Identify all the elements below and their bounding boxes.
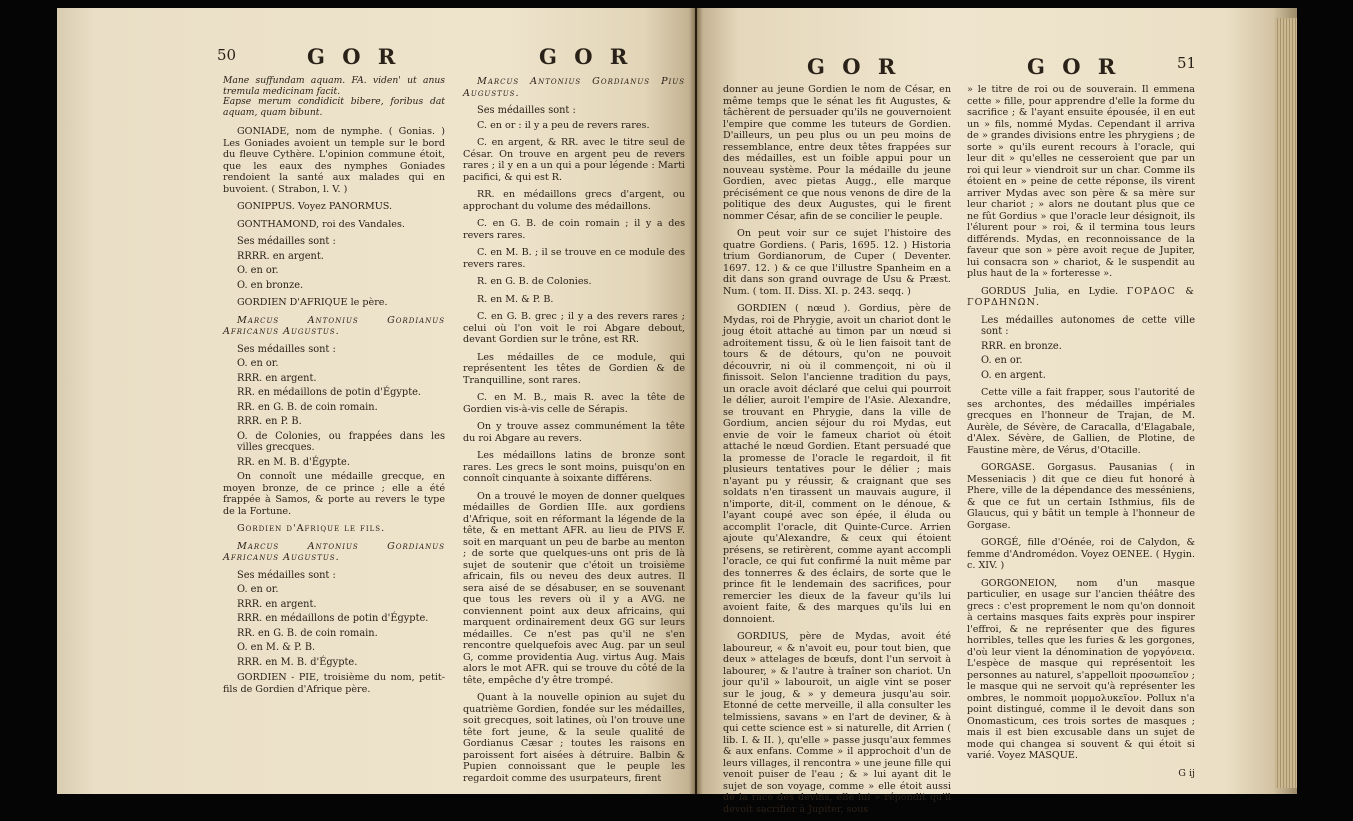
medals-intro: Ses médailles sont : xyxy=(237,236,336,247)
medal-paragraph: R. en M. & P. B. xyxy=(477,293,554,305)
medal-paragraph: C. en G. B. grec ; il y a des revers rares ; celui où l'on voit le roi Abgare debout, devant Gordien sur le trône, est RR. xyxy=(463,311,685,345)
open-book xyxy=(57,8,1297,815)
medal-paragraph: Les médaillons latins de bronze sont rares. Les grecs le sont moins, puisqu'on en connoît cinquante à soixante différens. xyxy=(463,450,685,484)
entry-gordien-afrique: GORDIEN D'AFRIQUE le père. xyxy=(237,297,388,308)
right-running-header-2: G O R xyxy=(1027,54,1121,79)
legend-marcus-africanus: Marcus Antonius Gordianus Africanus Augustus. xyxy=(223,314,445,337)
medal-line: O. en bronze. xyxy=(237,279,304,291)
paragraph: » le titre de roi ou de souverain. Il emmena cette » fille, pour apprendre d'elle la forme du sacrifice ; & l'ayant ensuite épousée, il en eut un » fils, nommé Mydas. Cependant il arriva de » grandes divisions entre les phrygiens ; de sorte » qu'ils eurent recours à l'oracle, qui leur dit » qu'elles ne cesseroient que par un roi qui leur » viendroit sur un char. Comme ils étoient en » peine de cette réponse, ils virent arriver Mydas avec son père & sa mère sur leur chariot ; » alors ne doutant plus que ce ne fût Gordius » que l'oracle leur désignoit, ils l'élurent pour » roi, & il termina tous leurs différends. Mydas, en reconnoissance de la faveur que son » père avoit reçue de Jupiter, lui consacra son » chariot, & le suspendit au plus haut de la » forteresse ». xyxy=(967,84,1195,279)
paragraph-samos: On connoît une médaille grecque, en moyen bronze, de ce prince ; elle a été frappée à Samos, & porte au revers le type de la Fortune. xyxy=(223,471,445,517)
medal-paragraph: R. en G. B. de Colonies. xyxy=(477,276,592,287)
medal-line: O. en or. xyxy=(237,265,279,276)
entry-gordien-fils: Gordien d'Afrique le fils. xyxy=(237,523,386,534)
entry-gorge: GORGÉ, fille d'Oénée, roi de Calydon, & femme d'Andromédon. Voyez OENEE. ( Hygin. c. XIV. ) xyxy=(967,537,1195,571)
left-page xyxy=(57,8,695,794)
right-page xyxy=(697,8,1297,815)
medal-line: RRR. en M. B. d'Égypte. xyxy=(237,656,358,668)
medal-line: O. en M. & P. B. xyxy=(237,642,316,653)
signature-mark: G ij xyxy=(1178,767,1195,779)
medal-line: RR. en médaillons de potin d'Égypte. xyxy=(237,387,422,398)
paragraph-references: On peut voir sur ce sujet l'histoire des quatre Gordiens. ( Paris, 1695. 12. ) Historia trium Gordianorum, de Cuper ( Deventer. 1697. 12. ) & ce que l'illustre Spanheim en a dit dans son grand ouvrage de Usu & Præst. Num. ( tom. II. Diss. XI. p. 243. seqq. ) xyxy=(723,228,951,297)
entry-gorgase: GORGASE. Gorgasus. Pausanias ( in Messeniacis ) dit que ce dieu fut honoré à Phere, ville de la dépendance des messéniens, & que ce fut un certain Isthmius, fils de Glaucus, qui y bâtit un temple à l'honneur de Gorgase. xyxy=(967,462,1195,531)
medal-line: RRR. en argent. xyxy=(237,372,317,384)
right-column-2 xyxy=(967,84,1195,779)
medal-line: RRR. en P. B. xyxy=(237,416,302,427)
legend-marcus-pius: Marcus Antonius Gordianus Pius Augustus. xyxy=(463,76,685,99)
medal-line: O. en or. xyxy=(981,355,1023,366)
entry-gorgoneion: GORGONEION, nom d'un masque particulier, en usage sur l'ancien théâtre des grecs : c'est proprement le nom qu'on donnoit à certains masques faits exprès pour inspirer l'effroi, & ne représenter que des figures horribles, telles que les furies & les gorgones, d'où leur vient la dénomination de γοργόνεια. L'espèce de masque qui représentoit les personnes au naturel, s'appelloit προσωπεῖον ; le masque qui ne servoit qu'à représenter les ombres, le nommoit μορμολυκεῖον. Pollux n'a point distingué, comme il le devoit dans son Onomasticum, ces trois sortes de masques ; mais il est bien excusable dans un sujet de mode qui changea si souvent & qui étoit si varié. Voyez MASQUE. xyxy=(967,577,1195,761)
entry-gordius: GORDIUS, père de Mydas, avoit été laboureur, « & n'avoit eu, pour tout bien, que deux » attelages de bœufs, dont l'un servoit à labourer, » & l'autre à traîner son chariot. Un jour qu'il » labouroit, un aigle vint se poser sur le joug, & » y demeura jusqu'au soir. Etonné de cette merveille, il alla consulter les telmissiens, savans » en l'art de deviner, & à qui cette science est » si naturelle, dit Arrien ( lib. I. & II. ), qu'elle » passe jusqu'aux femmes & aux enfans. Comme » il approchoit d'un de leurs villages, il rencontra » une jeune fille qui venoit puiser de l'eau ; & » lui ayant dit le sujet de son voyage, comme » elle étoit aussi de la race des devins, elle lui » répondit qu'il devoit sacrifier à Jupiter, sous xyxy=(723,631,951,815)
latin-verse xyxy=(223,76,445,118)
medal-paragraph: C. en or : il y a peu de revers rares. xyxy=(477,119,650,131)
entry-gordien-noeud: GORDIEN ( nœud ). Gordius, père de Mydas, roi de Phrygie, avoit un chariot dont le joug étoit attaché au timon par un nœud si adroitement tissu, & où le lien faisoit tant de tours & de détours, qu'on ne pouvoit découvrir, ni où il commençoit, ni où il finissoit. Selon l'ancienne tradition du pays, un oracle avoit déclaré que celui qui pourroit le délier, auroit l'empire de l'Asie. Alexandre, se trouvant en Phrygie, dans la ville de Gordium, ancien séjour du roi Mydas, eut envie de voir le fameux chariot où étoit attaché le nœud Gordien. Etant persuadé que la promesse de l'oracle le regardoit, il fit plusieurs tentatives pour le délier ; mais n'ayant pu y réussir, & craignant que ses soldats n'en tirassent un mauvais augure, il n'importe, dit-il, comment on le dénoue, & l'ayant coupé avec son épée, il éluda ou accomplit l'oracle, dit Quinte-Curce. Arrien ajoute qu'Alexandre, & ceux qui étoient présens, se retirèrent, comme ayant accompli l'oracle, ce qui fut confirmé la nuit même par des tonnerres & des éclairs, de sorte que le prince fit le lendemain des sacrifices, pour remercier les dieux de la faveur qu'ils lui avoient faite, & des marques qu'ils lui en donnoient. xyxy=(723,303,951,625)
paragraph: donner au jeune Gordien le nom de César, en même temps que le sénat les fit Augustes, & tâchèrent de persuader qu'ils ne gouvernoient l'empire que comme les tuteurs de Gordien. D'ailleurs, un peu plus ou un peu moins de ressemblance, entre deux têtes frappées sur des médailles, est un foible appui pour un nouveau système. Pour la médaille du jeune Gordien, avec pietas Augg., elle marque précisément ce que nous venons de dire de la politique des deux Augustes, qui le firent nommer César, afin de se concilier le peuple. xyxy=(723,84,951,222)
medals-intro: Ses médailles sont : xyxy=(237,343,336,355)
entry-goniade: GONIADE, nom de nymphe. ( Gonias. ) Les Goniades avoient un temple sur le bord du fleuve Cythère. L'opinion commune étoit, que les eaux des nymphes Goniades rendoient la santé aux malades qui en buvoient. ( Strabon, l. V. ) xyxy=(223,126,445,195)
entry-gonthamond: GONTHAMOND, roi des Vandales. xyxy=(237,218,405,230)
medal-paragraph: C. en argent, & RR. avec le titre seul de César. On trouve en argent peu de revers rares ; il y en a un qui a pour légende : Marti pacifici, & qui est R. xyxy=(463,137,685,183)
left-column-2 xyxy=(463,76,685,790)
medal-paragraph: RR. en médaillons grecs d'argent, ou approchant du volume des médaillons. xyxy=(463,189,685,212)
left-running-header-1: G O R xyxy=(307,44,401,69)
medal-line: RRRR. en argent. xyxy=(237,250,324,262)
medal-paragraph: C. en G. B. de coin romain ; il y a des revers rares. xyxy=(463,218,685,241)
page-edges xyxy=(1275,18,1297,788)
medal-paragraph: Les médailles de ce module, qui représentent les têtes de Gordien & de Tranquilline, sont rares. xyxy=(463,351,685,386)
medals-intro: Les médailles autonomes de cette ville sont : xyxy=(981,314,1195,337)
medal-line: RR. en M. B. d'Égypte. xyxy=(237,456,350,468)
medals-intro: Ses médailles sont : xyxy=(237,569,336,581)
medal-line: RRR. en bronze. xyxy=(981,340,1062,352)
medal-paragraph: C. en M. B., mais R. avec la tête de Gordien vis-à-vis celle de Sérapis. xyxy=(463,392,685,415)
entry-gordus-title: GORDUS Julia, en Lydie. xyxy=(981,285,1119,297)
medal-line: O. en or. xyxy=(237,584,279,595)
medal-line: O. de Colonies, ou frappées dans les villes grecques. xyxy=(237,430,445,453)
medal-line: RRR. en argent. xyxy=(237,598,317,610)
verse-line-2: Eapse merum condidicit bibere, foribus dat aquam, quam bibunt. xyxy=(223,96,445,118)
entry-gordus xyxy=(967,286,1195,309)
medal-paragraph: On a trouvé le moyen de donner quelques médailles de Gordien IIIe. aux gordiens d'Afrique, soit en réformant la légende de la tête, & en mettant AFR. au lieu de PIVS F. soit en marquant un peu de barbe au menton ; de sorte que quelques-uns ont pris de là sujet de soutenir que c'étoit un troisième africain, fils ou neveu des deux autres. Il sera aisé de se désabuser, en se souvenant que tous les revers où il y a AVG. ne conviennent point aux deux africains, qui marquent ordinairement deux GG sur leurs médailles. Ce n'est pas qu'il ne s'en rencontre quelquefois avec Aug. par un seul G, comme providentia Aug. virtus Aug. Mais alors le mot AFR. qui se trouve du côté de la tête, empêche d'y être trompé. xyxy=(463,490,685,686)
medals-intro: Ses médailles sont : xyxy=(477,105,576,116)
left-running-header-2: G O R xyxy=(539,44,633,69)
entry-gonippus: GONIPPUS. Voyez PANORMUS. xyxy=(237,201,393,212)
medal-paragraph: Quant à la nouvelle opinion au sujet du quatrième Gordien, fondée sur les médailles, soit grecques, soit latines, où l'on trouve une tête fort jeune, & la seule qualité de Gordianus Cæsar ; toutes les raisons en paroissent fort aisées à détruire. Balbin & Pupien connoissant que le peuple les regardoit comme des usurpateurs, firent xyxy=(463,692,685,784)
medal-paragraph: On y trouve assez communément la tête du roi Abgare au revers. xyxy=(463,421,685,444)
right-column-1 xyxy=(723,84,951,821)
right-running-header-1: G O R xyxy=(807,54,901,79)
medal-line: RR. en G. B. de coin romain. xyxy=(237,627,378,639)
medal-line: RR. en G. B. de coin romain. xyxy=(237,401,378,413)
book-gutter xyxy=(689,8,703,794)
entry-gordien-pie: GORDIEN - PIE, troisième du nom, petit-fils de Gordien d'Afrique père. xyxy=(223,672,445,695)
medal-line: RRR. en médaillons de potin d'Égypte. xyxy=(237,613,429,624)
entry-gordus-greek: ΓΟΡΔΟC & ΓΟΡΔΗΝΩΝ. xyxy=(967,285,1195,308)
legend-marcus-africanus-2: Marcus Antonius Gordianus Africanus Augustus. xyxy=(223,540,445,563)
paragraph-archontes: Cette ville a fait frapper, sous l'autorité de ses archontes, des médailles impériales grecques en l'honneur de Trajan, de M. Aurèle, de Sévère, de Caracalla, d'Elagabale, d'Alex. Sévère, de Gallien, de Plotine, de Faustine mère, de Vérus, d'Otacille. xyxy=(967,387,1195,456)
verse-line-1: Mane suffundam aquam. FA. viden' ut anus tremula medicinam facit. xyxy=(223,75,445,97)
right-page-number: 51 xyxy=(1177,54,1197,72)
medal-line: O. en or. xyxy=(237,358,279,369)
left-column-1 xyxy=(223,76,445,701)
medal-line: O. en argent. xyxy=(981,369,1046,381)
left-page-number: 50 xyxy=(217,46,237,64)
medal-paragraph: C. en M. B. ; il se trouve en ce module des revers rares. xyxy=(463,247,685,270)
